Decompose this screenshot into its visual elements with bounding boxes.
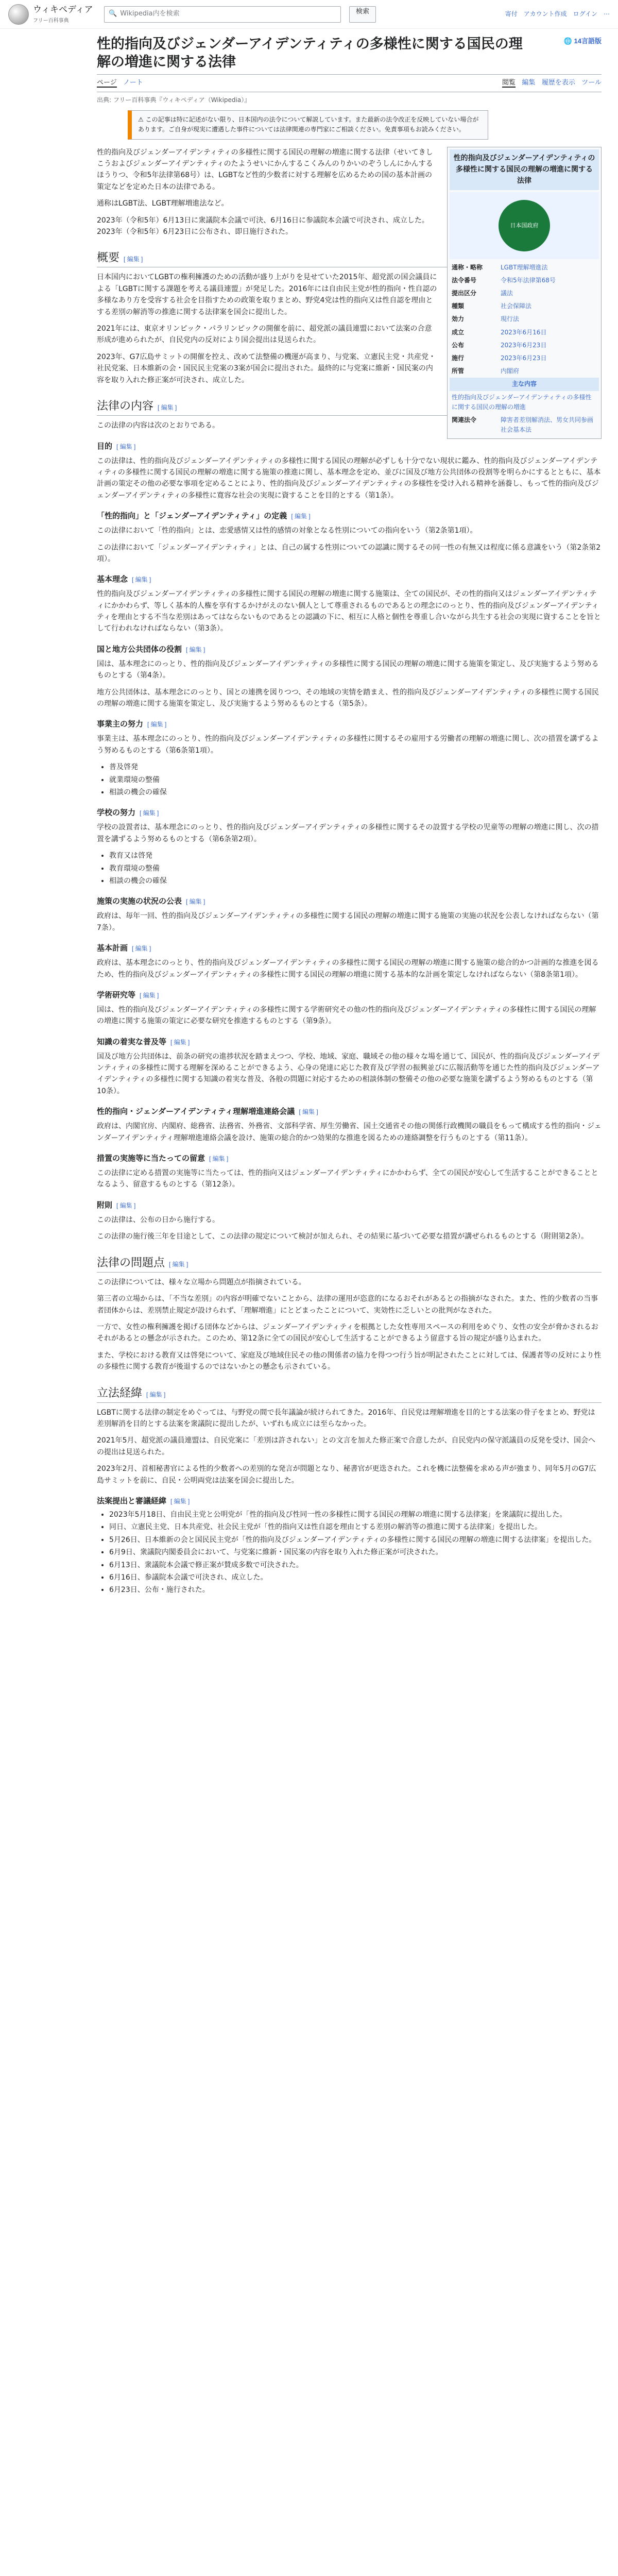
paragraph: 2021年には、東京オリンピック・パラリンピックの開催を前に、超党派の議員連盟において法案の合意形成が進められたが、自民党内の反対により国会提出は見送られた。 bbox=[97, 325, 432, 345]
paragraph: 2023年2月、首相秘書官による性的少数者への差別的な発言が問題となり、秘書官が更迭された。これを機に法整備を求める声が強まり、同年5月のG7広島サミットを前に、自民・公明両党は法案を国会に提出した。 bbox=[97, 1465, 596, 1485]
search-icon: 🔍 bbox=[109, 10, 117, 18]
subsection-heading bbox=[97, 1495, 602, 1507]
wikipedia-globe-icon bbox=[8, 4, 29, 25]
subsection-heading bbox=[97, 1105, 602, 1117]
search-button[interactable]: 検索 bbox=[349, 6, 376, 23]
list-item: • 5月26日、日本維新の会と国民民主党が「性的指向及びジェンダーアイデンティティの多様性に関する国民の理解の増進に関する法律案」を提出した。 bbox=[109, 1534, 602, 1546]
section-title: 立法経緯 bbox=[97, 1386, 143, 1400]
page-title: 性的指向及びジェンダーアイデンティティの多様性に関する国民の理解の増進に関する法律 🌐 14言語版 bbox=[97, 35, 602, 75]
tab-history[interactable]: 履歴を表示 bbox=[541, 79, 575, 87]
infobox-key: 通称・略称 bbox=[452, 263, 483, 271]
list-item: • 教育環境の整備 bbox=[109, 863, 602, 874]
section-title: 概要 bbox=[97, 251, 120, 265]
infobox-value[interactable]: 2023年6月23日 bbox=[501, 341, 547, 349]
infobox-subject[interactable]: 性的指向及びジェンダーアイデンティティの多様性に関する国民の理解の増進 bbox=[452, 393, 592, 411]
subsection-title: 学術研究等 bbox=[97, 990, 136, 999]
paragraph: 第三者の立場からは、「不当な差別」の内容が明確でないことから、法律の運用が恣意的になるおそれがあるとの指摘がなされた。また、性的少数者の当事者団体からは、差別禁止規定が設けられず、「理解増進」にとどまったことについて、実効性に乏しいとの批判がなされた。 bbox=[97, 1295, 598, 1315]
paragraph: 一方で、女性の権利擁護を掲げる団体などからは、ジェンダーアイデンティティを根拠とした女性専用スペースの利用をめぐり、女性の安全が脅かされるおそれがあるとの懸念が示された。このため、第12条に全ての国民が安心して生活することができるよう留意する旨の規定が盛り込まれた。 bbox=[97, 1323, 598, 1343]
infobox-table bbox=[450, 261, 599, 437]
list-item: • 就業環境の整備 bbox=[109, 774, 602, 786]
sidebar bbox=[12, 29, 97, 1601]
infobox-value[interactable]: 社会保障法 bbox=[501, 302, 532, 310]
subsection-heading bbox=[97, 718, 602, 730]
subsection-title: 知識の着実な普及等 bbox=[97, 1037, 167, 1046]
list-item: • 相談の機会の確保 bbox=[109, 875, 602, 887]
list-item: • 6月13日、衆議院本会議で修正案が賛成多数で可決された。 bbox=[109, 1560, 602, 1571]
subsection-title: 法案提出と審議経緯 bbox=[97, 1496, 167, 1506]
subsection-heading bbox=[97, 510, 602, 522]
edit-section-link[interactable]: [ 編集 ] bbox=[209, 1155, 229, 1163]
lead-paragraph: 通称はLGBT法、LGBT理解増進法など。 bbox=[97, 199, 229, 208]
subsection-heading bbox=[97, 1152, 602, 1164]
edit-section-link[interactable]: [ 編集 ] bbox=[291, 513, 311, 520]
list-item: • 2023年5月18日、自由民主党と公明党が「性的指向及び性同一性の多様性に関する国民の理解の増進に関する法律案」を衆議院に提出した。 bbox=[109, 1509, 602, 1520]
paragraph: 事業主は、基本理念にのっとり、性的指向及びジェンダーアイデンティティの多様性に関するその雇用する労働者の理解の増進に関し、次の措置を講ずるよう努めるものとする（第6条第1項）。 bbox=[97, 735, 599, 755]
infobox-key: 法令番号 bbox=[452, 276, 477, 284]
paragraph: 地方公共団体は、基本理念にのっとり、国との連携を図りつつ、その地域の実情を踏まえ、性的指向及びジェンダーアイデンティティの多様性に関する国民の理解の増進に関する施策を策定し、及び実施するよう努めるものとする（第5条）。 bbox=[97, 688, 599, 708]
edit-section-link[interactable]: [ 編集 ] bbox=[140, 991, 159, 999]
bullet-list bbox=[109, 761, 602, 798]
list-item: • 教育又は啓発 bbox=[109, 850, 602, 861]
infobox-key: 効力 bbox=[452, 315, 465, 323]
subsection-title: 性的指向・ジェンダーアイデンティティ理解増進連絡会議 bbox=[97, 1107, 295, 1116]
list-item: • 相談の機会の確保 bbox=[109, 787, 602, 798]
subsection-title: 基本理念 bbox=[97, 574, 128, 584]
legal-notice: ⚠ この記事は特に記述がない限り、日本国内の法令について解説しています。また最新の法令改正を反映していない場合があります。ご自身が現実に遭遇した事件については法律関連の専門家にご相談ください。免責事項もお読みください。 bbox=[128, 110, 488, 139]
paragraph: 学校の設置者は、基本理念にのっとり、性的指向及びジェンダーアイデンティティの多様性に関するその設置する学校の児童等の理解の増進に関し、次の措置を講ずるよう努めるものとする（第6条第2項）。 bbox=[97, 823, 599, 843]
account-links bbox=[505, 9, 610, 19]
list-item: • 普及啓発 bbox=[109, 761, 602, 773]
subsection-title: 施策の実施の状況の公表 bbox=[97, 896, 182, 906]
site-logo[interactable] bbox=[8, 3, 96, 25]
infobox-row bbox=[450, 326, 599, 339]
paragraph: LGBTに関する法律の制定をめぐっては、与野党の間で長年議論が続けられてきた。2016年、自民党は理解増進を目的とする法案の骨子をまとめ、野党は差別解消を目的とする法案を衆議院に提出したが、いずれも成立には至らなかった。 bbox=[97, 1408, 595, 1429]
warning-icon: ⚠ bbox=[138, 116, 144, 124]
edit-section-link[interactable]: [ 編集 ] bbox=[170, 1498, 190, 1505]
paragraph: この法律は、性的指向及びジェンダーアイデンティティの多様性に関する国民の理解が必ずしも十分でない現状に鑑み、性的指向及びジェンダーアイデンティティの多様性に関する国民の理解の増進に関する施策の推進に関し、基本理念を定め、並びに国及び地方公共団体の役割等を明らかにするとともに、基本計画の策定その他の必要な事項を定めることにより、性的指向及びジェンダーアイデンティティの多様性を受け入れる精神を涵養し、もって性的指向及びジェンダーアイデンティティの多様性に寛容な社会の実現に資することを目的とする（第1条）。 bbox=[97, 456, 601, 500]
edit-section-link[interactable]: [ 編集 ] bbox=[299, 1108, 318, 1116]
subsection-heading bbox=[97, 643, 602, 655]
list-item: • 同日、立憲民主党、日本共産党、社会民主党が「性的指向又は性自認を理由とする差別の解消等の推進に関する法律案」を提出した。 bbox=[109, 1521, 602, 1533]
edit-section-link[interactable]: [ 編集 ] bbox=[158, 403, 177, 411]
infobox-key: 施行 bbox=[452, 354, 465, 362]
infobox-key: 公布 bbox=[452, 341, 465, 349]
infobox-image bbox=[450, 192, 599, 259]
language-button[interactable]: 🌐 14言語版 bbox=[563, 37, 602, 45]
paragraph: この法律は、公布の日から施行する。 bbox=[97, 1215, 219, 1224]
infobox-row bbox=[450, 287, 599, 300]
paragraph: 2021年5月、超党派の議員連盟は、自民党案に「差別は許されない」との文言を加えた修正案で合意したが、自民党内の保守派議員の反発を受け、国会への提出は見送られた。 bbox=[97, 1436, 595, 1456]
subsection-heading bbox=[97, 1036, 602, 1048]
subsection-title: 「性的指向」と「ジェンダーアイデンティティ」の定義 bbox=[97, 511, 287, 521]
section-heading bbox=[97, 1254, 602, 1273]
lead-paragraph: 2023年（令和5年）6月13日に衆議院本会議で可決、6月16日に参議院本会議で可決され、成立した。2023年（令和5年）6月23日に公布され、即日施行された。 bbox=[97, 216, 429, 236]
paragraph: 日本国内においてLGBTの権利擁護のための活動が盛り上がりを見せていた2015年、超党派の国会議員による「LGBTに関する課題を考える議員連盟」が発足した。2016年には自由民主党が性的指向・性自認の多様なあり方を受容する社会を目指すための政策を取りまとめ、野党4党は性的指向又は性自認を理由とする差別の解消等の推進に関する法律案を国会に提出した。 bbox=[97, 273, 437, 316]
edit-section-link[interactable]: [ 編集 ] bbox=[169, 1260, 188, 1268]
paragraph: 2023年、G7広島サミットの開催を控え、改めて法整備の機運が高まり、与党案、立憲民主党・共産党・社民党案、日本維新の会・国民民主党案の3案が国会に提出された。最終的に与党案に維新・国民案の内容を取り入れた修正案が可決され、成立した。 bbox=[97, 352, 436, 384]
subsection-heading bbox=[97, 1199, 602, 1211]
subsection-heading bbox=[97, 942, 602, 954]
page-tabs bbox=[97, 75, 602, 92]
section-heading bbox=[97, 1384, 602, 1403]
paragraph: 国は、基本理念にのっとり、性的指向及びジェンダーアイデンティティの多様性に関する国民の理解の増進に関する施策を策定し、及び実施するよう努めるものとする（第4条）。 bbox=[97, 659, 599, 680]
infobox-related-label: 関連法令 bbox=[452, 416, 477, 423]
login-link[interactable]: ログイン bbox=[573, 10, 597, 18]
infobox-value[interactable]: LGBT理解増進法 bbox=[501, 263, 548, 271]
infobox-title: 性的指向及びジェンダーアイデンティティの多様性に関する国民の理解の増進に関する法律 bbox=[450, 149, 599, 190]
edit-section-link[interactable]: [ 編集 ] bbox=[147, 721, 167, 728]
infobox-value[interactable]: 内閣府 bbox=[501, 367, 520, 375]
edit-section-link[interactable]: [ 編集 ] bbox=[140, 809, 159, 817]
main-content bbox=[97, 29, 602, 1601]
paragraph: この法律に定める措置の実施等に当たっては、性的指向又はジェンダーアイデンティティにかかわらず、全ての国民が安心して生活することができることとなるよう、留意するものとする（第12条）。 bbox=[97, 1169, 598, 1189]
article-body bbox=[97, 249, 602, 1596]
infobox-value[interactable]: 議法 bbox=[501, 290, 513, 297]
subsection-title: 附則 bbox=[97, 1200, 113, 1210]
subsection-heading bbox=[97, 989, 602, 1001]
paragraph: この法律については、様々な立場から問題点が指摘されている。 bbox=[97, 1278, 306, 1286]
edit-section-link[interactable]: [ 編集 ] bbox=[186, 646, 205, 653]
infobox-value[interactable]: 2023年6月23日 bbox=[501, 354, 547, 362]
tab-edit[interactable]: 編集 bbox=[522, 79, 536, 87]
section-title: 法律の内容 bbox=[97, 399, 154, 413]
edit-section-link[interactable]: [ 編集 ] bbox=[116, 1201, 136, 1209]
paragraph: 政府は、毎年一回、性的指向及びジェンダーアイデンティティの多様性に関する国民の理解の増進に関する施策の実施の状況を公表しなければならない（第7条）。 bbox=[97, 912, 599, 932]
subsection-title: 事業主の努力 bbox=[97, 719, 144, 729]
subsection-title: 基本計画 bbox=[97, 943, 128, 953]
paragraph: この法律において「性的指向」とは、恋愛感情又は性的感情の対象となる性別についての指向をいう（第2条第1項）。 bbox=[97, 527, 477, 535]
edit-section-link[interactable]: [ 編集 ] bbox=[132, 576, 151, 584]
infobox-value[interactable]: 現行法 bbox=[501, 315, 520, 323]
donate-link[interactable]: 寄付 bbox=[505, 10, 518, 18]
subsection-title: 措置の実施等に当たっての留意 bbox=[97, 1154, 205, 1163]
paragraph: この法律の施行後三年を目途として、この法律の規定について検討が加えられ、その結果に基づいて必要な措置が講ぜられるものとする（附則第2条）。 bbox=[97, 1232, 589, 1241]
edit-section-link[interactable]: [ 編集 ] bbox=[132, 945, 151, 953]
subsection-heading bbox=[97, 573, 602, 585]
more-options-icon[interactable]: ⋯ bbox=[604, 10, 610, 18]
search-placeholder: Wikipedia内を検索 bbox=[120, 10, 180, 18]
subsection-title: 学校の努力 bbox=[97, 808, 136, 818]
infobox-row bbox=[450, 365, 599, 378]
paragraph: 性的指向及びジェンダーアイデンティティの多様性に関する国民の理解の増進に関する施策は、全ての国民が、その性的指向又はジェンダーアイデンティティにかかわらず、等しく基本的人権を享有するかけがえのない個人として尊重されるものであるとの理念にのっとり、性的指向及びジェンダーアイデンティティを理由とする不当な差別はあってはならないものであるとの認識の下に、相互に人格と個性を尊重し合いながら共生する社会の実現に資することを旨として行われなければならない（第3条）。 bbox=[97, 590, 601, 633]
infobox-value[interactable]: 2023年6月16日 bbox=[501, 328, 547, 336]
infobox-row bbox=[450, 274, 599, 287]
section-title: 法律の問題点 bbox=[97, 1256, 165, 1269]
list-item: • 6月23日、公布・施行された。 bbox=[109, 1584, 602, 1596]
infobox-subject-label: 主な内容 bbox=[450, 378, 599, 391]
government-seal-icon: 日本国政府 bbox=[499, 200, 550, 251]
edit-section-link[interactable]: [ 編集 ] bbox=[124, 256, 143, 263]
infobox-row bbox=[450, 352, 599, 365]
site-name: ウィキペディア bbox=[33, 4, 93, 15]
tab-tools[interactable]: ツール bbox=[581, 79, 602, 87]
paragraph: この法律の内容は次のとおりである。 bbox=[97, 421, 219, 430]
paragraph: また、学校における教育又は啓発について、家庭及び地域住民その他の関係者の協力を得つつ行う旨が明記されたことに対しては、保護者等の反対により性の多様性に関する教育が後退するのではないかとの懸念も示されている。 bbox=[97, 1351, 602, 1371]
lead-paragraph: 性的指向及びジェンダーアイデンティティの多様性に関する国民の理解の増進に関する法律（せいてきしこうおよびジェンダーアイデンティティのたようせいにかんするこくみんのりかいのぞうしんにかんするほうりつ、令和5年法律第68号）は、LGBTなど性的少数者に対する理解を広めるための国の基本計画の策定などを定めた日本の法律である。 bbox=[97, 148, 433, 191]
infobox-value[interactable]: 令和5年法律第68号 bbox=[501, 276, 556, 284]
subsection-title: 国と地方公共団体の役割 bbox=[97, 644, 182, 654]
edit-section-link[interactable]: [ 編集 ] bbox=[170, 1038, 190, 1046]
subsection-heading bbox=[97, 440, 602, 452]
paragraph: 政府は、基本理念にのっとり、性的指向及びジェンダーアイデンティティの多様性に関する国民の理解の増進に関する施策の総合的かつ計画的な推進を図るため、性的指向及びジェンダーアイデンティティの多様性に関する国民の理解の増進に関する基本的な計画を策定しなければならない（第8条第1項）。 bbox=[97, 959, 599, 979]
list-item: • 6月16日、参議院本会議で可決され、成立した。 bbox=[109, 1572, 602, 1583]
infobox-key: 成立 bbox=[452, 328, 465, 336]
list-item: • 6月9日、衆議院内閣委員会において、与党案に維新・国民案の内容を取り入れた修正案が可決された。 bbox=[109, 1547, 602, 1558]
paragraph: この法律において「ジェンダーアイデンティティ」とは、自己の属する性別についての認識に関するその同一性の有無又は程度に係る意識をいう（第2条第2項）。 bbox=[97, 543, 601, 563]
paragraph: 国及び地方公共団体は、前条の研究の進捗状況を踏まえつつ、学校、地域、家庭、職域その他の様々な場を通じて、国民が、性的指向及びジェンダーアイデンティティの多様性に関する理解を深めることができるよう、心身の発達に応じた教育及び学習の振興並びに広報活動等を通じた性的指向及びジェンダーアイデンティティの多様性に関する知識の着実な普及、各般の問題に対応するための相談体制の整備その他の必要な施策を講ずるよう努めるものとする（第10条）。 bbox=[97, 1052, 600, 1095]
subsection-heading bbox=[97, 806, 602, 819]
infobox-key: 種類 bbox=[452, 302, 465, 310]
search-input[interactable] bbox=[104, 6, 341, 23]
bullet-list bbox=[109, 850, 602, 887]
paragraph: 政府は、内閣官房、内閣府、総務省、法務省、外務省、文部科学省、厚生労働省、国土交通省その他の関係行政機関の職員をもって構成する性的指向・ジェンダーアイデンティティ理解増進連絡会議を設け、施策の総合的かつ効果的な推進を図るための連絡調整を行うものとする（第11条）。 bbox=[97, 1122, 602, 1142]
subsection-title: 目的 bbox=[97, 441, 113, 451]
infobox bbox=[447, 147, 602, 439]
infobox-row bbox=[450, 339, 599, 352]
edit-section-link[interactable]: [ 編集 ] bbox=[186, 898, 205, 906]
article-source: 出典: フリー百科事典『ウィキペディア（Wikipedia）』 bbox=[97, 96, 251, 104]
infobox-row bbox=[450, 261, 599, 274]
infobox-key: 提出区分 bbox=[452, 290, 477, 297]
subsection-heading bbox=[97, 895, 602, 907]
infobox-key: 所管 bbox=[452, 367, 465, 375]
site-subtitle: フリー百科事典 bbox=[33, 18, 69, 24]
tab-page[interactable]: ページ bbox=[97, 79, 117, 87]
infobox-row bbox=[450, 313, 599, 326]
paragraph: 国は、性的指向及びジェンダーアイデンティティの多様性に関する学術研究その他の性的指向及びジェンダーアイデンティティの多様性に関する国民の理解の増進に関する施策の策定に必要な研究を推進するものとする（第9条）。 bbox=[97, 1005, 596, 1026]
tab-talk[interactable]: ノート bbox=[123, 79, 143, 87]
tab-read[interactable]: 閲覧 bbox=[502, 79, 516, 87]
bullet-list bbox=[109, 1509, 602, 1596]
edit-section-link[interactable]: [ 編集 ] bbox=[146, 1391, 166, 1398]
site-header bbox=[0, 0, 618, 29]
edit-section-link[interactable]: [ 編集 ] bbox=[116, 443, 136, 450]
infobox-related[interactable]: 障害者差別解消法、男女共同参画社会基本法 bbox=[501, 416, 594, 434]
infobox-row bbox=[450, 300, 599, 313]
create-account-link[interactable]: アカウント作成 bbox=[523, 10, 567, 18]
